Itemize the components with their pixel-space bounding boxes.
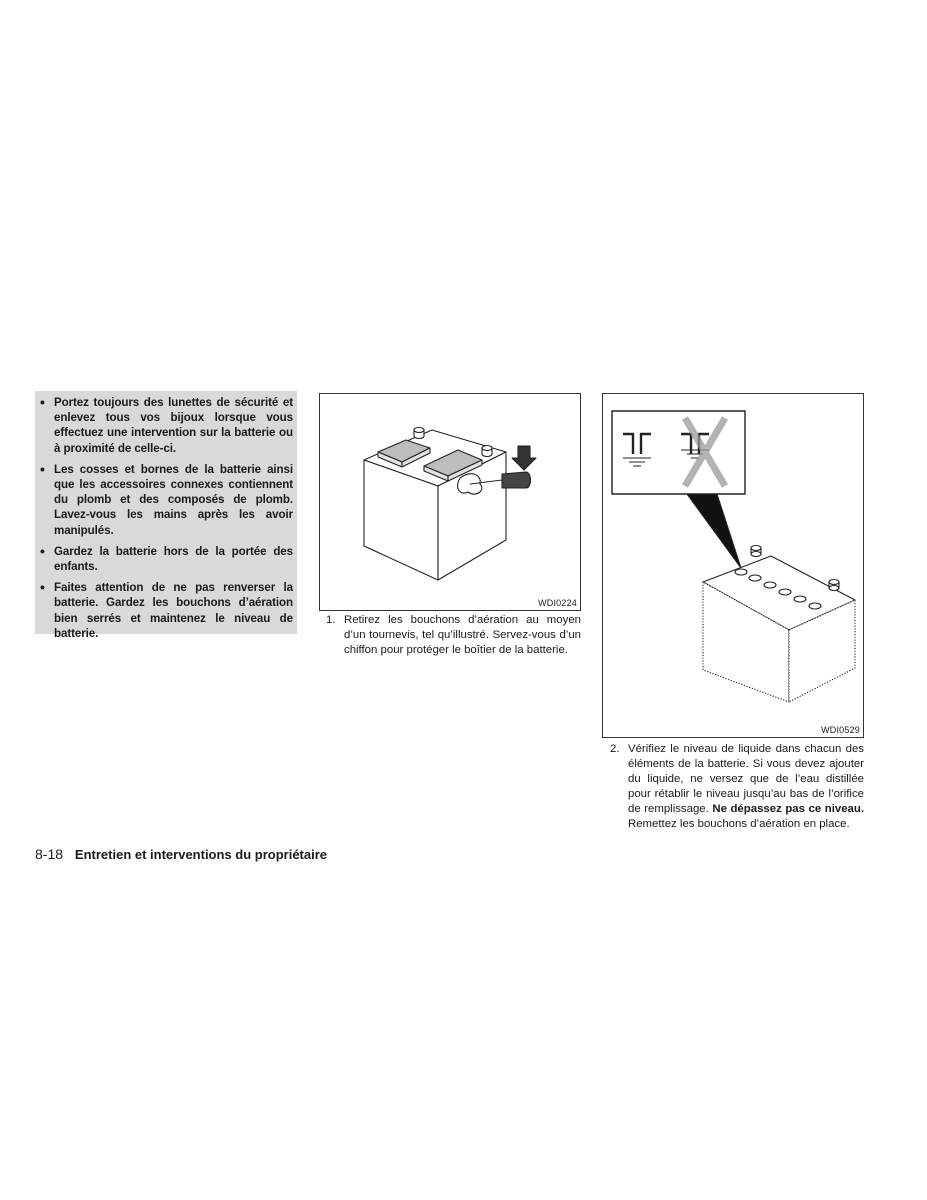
step-text-part: Vérifiez le niveau de liquide dans chacun des éléments de la batterie. Si vous devez ajouter du liquide, ne versez que de l’eau distillée pour rétablir le niveau jusqu’au bas de l’orifice de remplissage. — [628, 743, 864, 815]
step-text-part: Remettez les bouchons d’aération en place. — [628, 818, 850, 830]
step-2 — [610, 742, 864, 832]
step-1 — [326, 613, 581, 658]
figure-battery-cap-removal — [319, 393, 581, 611]
step-text-emphasis: Ne dépassez pas ce niveau. — [712, 803, 864, 815]
page-number: 8-18 — [35, 846, 64, 862]
page-footer — [35, 846, 327, 862]
fluid-level-illustration — [603, 394, 863, 737]
section-title: Entretien et interventions du propriétaire — [74, 847, 328, 862]
warning-item: • Portez toujours des lunettes de sécurité et enlevez tous vos bijoux lorsque vous effectuez une intervention sur la batterie ou à proximité de celle-ci. — [39, 395, 293, 456]
figure-code: WDI0224 — [538, 598, 577, 608]
warning-box — [35, 391, 297, 640]
figure-fluid-level — [602, 393, 864, 738]
warning-item: • Les cosses et bornes de la batterie ainsi que les accessoires connexes contiennent du plomb et des composés de plomb. Lavez-vous les mains après les avoir manipulés. — [39, 462, 293, 538]
step-text — [628, 742, 864, 832]
step-text: Retirez les bouchons d’aération au moyen d’un tournevis, tel qu’illustré. Servez-vous d’un chiffon pour protéger le boîtier de la batterie. — [344, 614, 581, 656]
warning-list — [39, 395, 293, 641]
step-number: 1. — [326, 614, 336, 626]
figure-code: WDI0529 — [821, 725, 860, 735]
battery-screwdriver-illustration — [320, 394, 580, 610]
warning-item: • Faites attention de ne pas renverser la batterie. Gardez les bouchons d’aération bien serrés et maintenez le niveau de batterie. — [39, 580, 293, 641]
step-number: 2. — [610, 743, 620, 755]
warning-item: • Gardez la batterie hors de la portée des enfants. — [39, 544, 293, 574]
